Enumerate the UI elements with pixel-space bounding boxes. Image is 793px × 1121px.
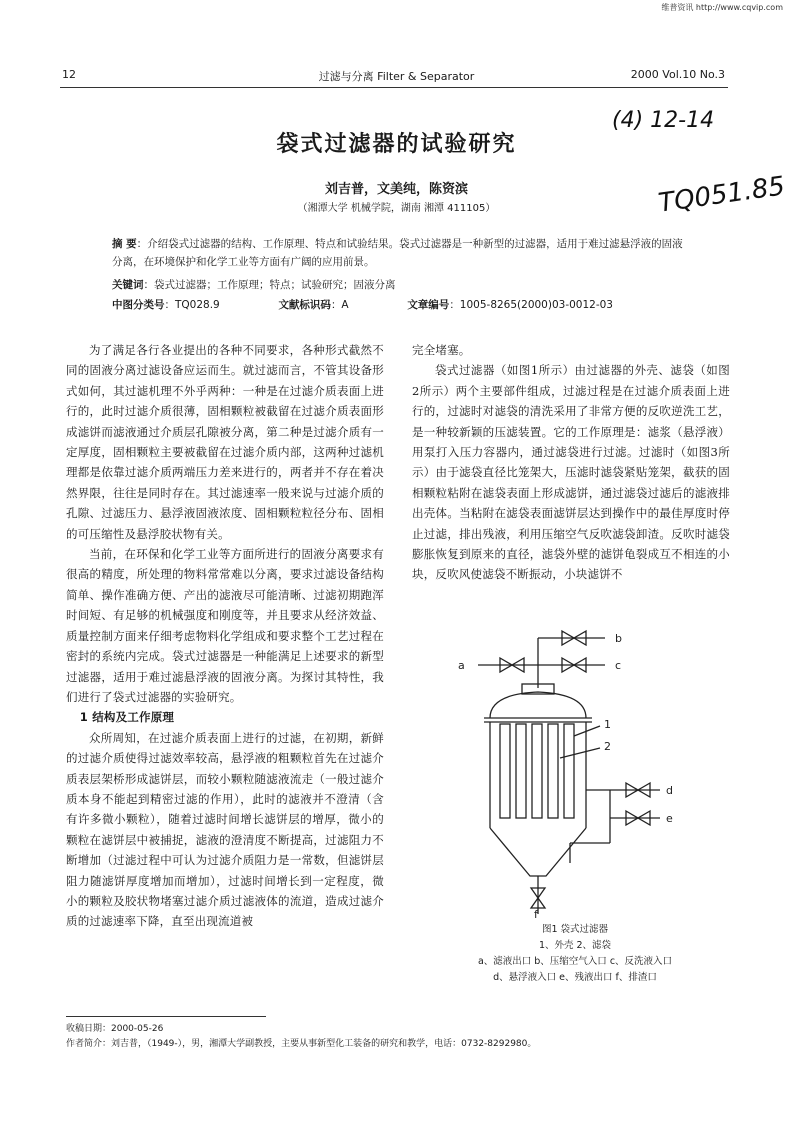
figure-label-2: 2 bbox=[604, 740, 611, 753]
paper-title: 袋式过滤器的试验研究 bbox=[276, 132, 517, 157]
vessel-cone bbox=[490, 828, 586, 876]
filter-bags bbox=[500, 724, 574, 818]
figure-legend-2: d、悬浮液入口 e、残液出口 f、排渣口 bbox=[493, 972, 657, 983]
figure-label-1: 1 bbox=[604, 718, 611, 731]
article-no-label: 文章编号 bbox=[407, 299, 450, 311]
left-column bbox=[66, 340, 384, 932]
watermark: 维普资讯 http://www.cqvip.com bbox=[661, 3, 783, 12]
page-number: 12 bbox=[62, 68, 76, 81]
doc-code-value: ：A bbox=[330, 299, 349, 311]
clc-label: 中图分类号 bbox=[112, 299, 165, 311]
handwritten-classification: TQ051.85 bbox=[656, 171, 787, 219]
authors: 刘吉普，文美纯，陈资滨 bbox=[324, 182, 468, 197]
figure-label-e: e bbox=[666, 812, 673, 825]
article-codes bbox=[112, 296, 712, 314]
abstract-text: ：介绍袋式过滤器的结构、工作原理、特点和试验结果。袋式过滤器是一种新型的过滤器，适用于难过滤悬浮液的固液分离，在环境保护和化学工业等方面有广阔的应用前景。 bbox=[112, 238, 683, 268]
paragraph: 众所周知，在过滤介质表面上进行的过滤，在初期，新鲜的过滤介质使得过滤效率较高，悬浮液的粗颗粒首先在过滤介质表层架桥形成滤饼层，而较小颗粒随滤液流走（一般过滤介质本身不能起到精密过滤的作用），此时的滤液并不澄清（含有许多微小颗粒），随着过滤时间增长滤饼层的增厚，微小的颗粒在滤饼层中被捕捉，滤液的澄清度不断提高，过滤阻力不断增加（过滤过程中可认为过滤介质阻力是一常数，但滤饼层阻力随滤饼厚度增加而增加），过滤时间增长到一定程度，微小的颗粒及胶状物堵塞过滤介质过滤液体的流道，造成过滤介质的过滤速率下降，直至出现流道被 bbox=[66, 730, 384, 929]
figure-1-diagram bbox=[450, 618, 690, 918]
header-rule bbox=[60, 87, 728, 88]
journal-name: 过滤与分离 Filter & Separator bbox=[318, 70, 475, 83]
figure-label-c: c bbox=[615, 659, 622, 672]
right-column bbox=[412, 340, 730, 585]
issue-info: 2000 Vol.10 No.3 bbox=[630, 68, 725, 81]
paragraph: 为了满足各行各业提出的各种不同要求，各种形式截然不同的固液分离过滤设备应运而生。就过滤而言，不管其设备形式如何，其过滤机理不外乎两种：一种是在过滤介质表面上进行的，此时过滤介质很薄，固相颗粒被截留在过滤介质表面形成滤饼而滤液通过介质层孔隙被分离，第二种是过滤介质有一定厚度，固相颗粒主要被截留在过滤介质内部，这两种过滤机理都是依靠过滤介质两端压力差来进行的，两者并不存在着决然界限，往往是同时存在。其过滤速率一般来说与过滤介质的孔隙、过滤压力、悬浮液固液浓度、固相颗粒粒径分布、固相的可压缩性及悬浮胶状物有关。 bbox=[66, 343, 384, 541]
received-date: 收稿日期：2000-05-26 bbox=[66, 1024, 164, 1034]
paragraph: 完全堵塞。 bbox=[412, 343, 471, 357]
keywords-label: 关键词 bbox=[112, 279, 144, 291]
abstract-label: 摘 要 bbox=[112, 238, 137, 250]
clc-value: ：TQ028.9 bbox=[164, 299, 220, 311]
handwritten-page-range: (4) 12-14 bbox=[612, 108, 715, 133]
affiliation: （湘潭大学 机械学院，湖南 湘潭 411105） bbox=[297, 203, 496, 214]
keywords bbox=[112, 276, 692, 294]
figure-caption bbox=[430, 922, 720, 986]
section-heading: 1 结构及工作原理 bbox=[79, 710, 175, 725]
vessel-head bbox=[490, 692, 586, 718]
figure-legend-1: a、滤液出口 b、压缩空气入口 c、反洗液入口 bbox=[477, 956, 673, 967]
footnote-rule bbox=[66, 1016, 266, 1017]
paragraph: 当前，在环保和化学工业等方面所进行的固液分离要求有很高的精度，所处理的物料常常难以分离，要求过滤设备结构简单、操作准确方便、产出的滤液尽可能清晰、过滤初期跑浑时间短、有足够的机械强度和刚度等，并且要求从经济效益、质量控制方面来仔细考虑物料化学组成和要求整个工艺过程在密封的系统内完成。袋式过滤器是一种能满足上述要求的新型过滤器，适用于难过滤悬浮液的固液分离。为探讨其特性，我们进行了袋式过滤器的实验研究。 bbox=[66, 547, 384, 704]
abstract bbox=[112, 235, 692, 271]
article-no-value: ：1005-8265(2000)03-0012-03 bbox=[449, 299, 613, 311]
paragraph: 袋式过滤器（如图1所示）由过滤器的外壳、滤袋（如图2所示）两个主要部件组成，过滤过程是在过滤介质表面上进行的，过滤时对滤袋的清洗采用了非常方便的反吹逆洗工艺，是一种较新颖的压滤装置。它的工作原理是：滤浆（悬浮液）用泵打入压力容器内，通过滤袋进行过滤。过滤时（如图3所示）由于滤袋直径比笼架大，压滤时滤袋紧贴笼架，截获的固相颗粒粘附在滤袋表面上形成滤饼，通过滤袋过滤后的滤液排出壳体。当粘附在滤袋表面滤饼层达到操作中的最佳厚度时停止过滤，排出残液，利用压缩空气反吹滤袋卸渣。反吹时滤袋膨胀恢复到原来的直径，滤袋外壁的滤饼龟裂成互不相连的小块，反吹风使滤袋不断振动，小块滤饼不 bbox=[412, 363, 730, 582]
figure-label-f: f bbox=[534, 908, 538, 918]
figure-label-b: b bbox=[615, 632, 622, 645]
figure-label-d: d bbox=[666, 784, 673, 797]
doc-code-label: 文献标识码 bbox=[278, 299, 331, 311]
figure-label-a: a bbox=[458, 659, 465, 672]
footnotes bbox=[66, 1022, 726, 1052]
author-bio: 作者简介：刘吉普，（1949-），男，湘潭大学副教授，主要从事新型化工装备的研究和教学，电话：0732-8292980。 bbox=[66, 1039, 537, 1049]
keywords-text: ：袋式过滤器；工作原理；特点；试验研究；固液分离 bbox=[143, 279, 396, 291]
figure-title: 图1 袋式过滤器 bbox=[541, 924, 609, 935]
figure-parts: 1、外壳 2、滤袋 bbox=[538, 940, 612, 951]
